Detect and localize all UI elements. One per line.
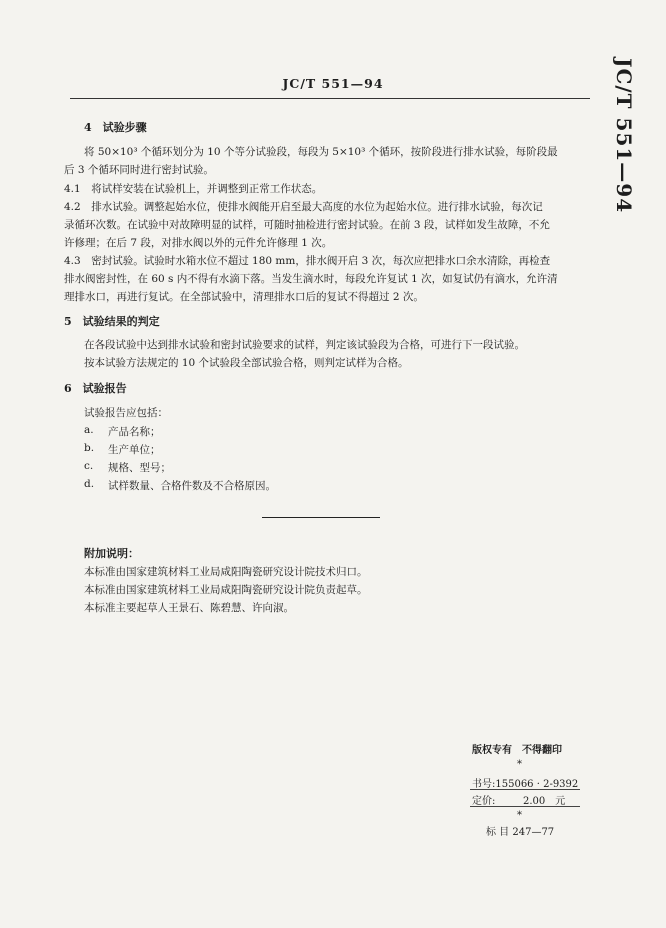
- section-4-item-1: 4.1 将试样安装在试验机上，并调整到正常工作状态。: [64, 183, 323, 195]
- header-rule: [70, 98, 590, 99]
- section-4-item-3-line: 排水阀密封性，在 60 s 内不得有水滴下落。当发生滴水时，每段允许复试 1 次，如复试仍有滴水，允许清: [64, 273, 558, 285]
- section-4-intro-line: 将 50×10³ 个循环划分为 10 个等分试验段，每段为 5×10³ 个循环，按阶段进行排水试验，每阶段最: [84, 146, 558, 158]
- book-number: 书号:155066 · 2-9392: [472, 779, 579, 790]
- section-4-intro-line: 后 3 个循环同时进行密封试验。: [64, 164, 214, 176]
- copyright-notice: 版权专有 不得翻印: [472, 745, 562, 756]
- section-4-item-2-line: 录循环次数。在试验中对故障明显的试样，可随时抽检进行密封试验。在前 3 段，试样如发生故障，不允: [64, 219, 550, 231]
- section-5-heading: 5 试验结果的判定: [64, 315, 160, 328]
- report-item-marker: a.: [84, 424, 94, 436]
- report-item-marker: d.: [84, 478, 95, 490]
- appendix-line: 本标准由国家建筑材料工业局咸阳陶瓷研究设计院负责起草。: [84, 584, 368, 596]
- price-label: 定价:: [472, 796, 496, 807]
- report-item-marker: c.: [84, 460, 94, 472]
- section-4-item-2-line: 4.2 排水试验。调整起始水位，使排水阀能开启至最大高度的水位为起始水位。进行排水试验，每次记: [64, 201, 543, 213]
- price-value: 2.00 元: [523, 796, 566, 807]
- price-rule: [470, 806, 580, 807]
- catalog-number: 标 目 247—77: [486, 827, 555, 838]
- appendix-line: 本标准主要起草人王景石、陈碧慧、许向淑。: [84, 602, 294, 614]
- separator-star: *: [517, 810, 522, 821]
- section-5-line: 按本试验方法规定的 10 个试验段全部试验合格，则判定试样为合格。: [84, 357, 409, 369]
- header-standard-code: JC/T 551—94: [282, 76, 384, 91]
- report-item-text: 产品名称；: [108, 426, 161, 438]
- report-item-text: 规格、型号；: [108, 462, 171, 474]
- section-6-intro: 试验报告应包括：: [84, 407, 168, 419]
- appendix-title: 附加说明：: [84, 547, 139, 560]
- section-4-item-2-line: 许修理；在后 7 段，对排水阀以外的元件允许修理 1 次。: [64, 237, 333, 249]
- separator-star: *: [517, 759, 522, 770]
- section-4-item-3-line: 4.3 密封试验。试验时水箱水位不超过 180 mm，排水阀开启 3 次，每次应把排水口余水清除，再检查: [64, 255, 551, 267]
- side-standard-code: JC/T 551—94: [612, 58, 636, 214]
- section-6-heading: 6 试验报告: [64, 382, 127, 395]
- section-5-line: 在各段试验中达到排水试验和密封试验要求的试样，判定该试验段为合格，可进行下一段试验。: [84, 339, 525, 351]
- report-item-text: 生产单位；: [108, 444, 161, 456]
- report-item-marker: b.: [84, 442, 95, 454]
- report-item-text: 试样数量、合格件数及不合格原因。: [108, 480, 276, 492]
- section-4-heading: 4 试验步骤: [84, 121, 147, 134]
- appendix-line: 本标准由国家建筑材料工业局咸阳陶瓷研究设计院技术归口。: [84, 566, 368, 578]
- book-number-rule: [470, 789, 580, 790]
- section-4-item-3-line: 理排水口，再进行复试。在全部试验中，清理排水口后的复试不得超过 2 次。: [64, 291, 424, 303]
- section-divider: [262, 517, 380, 518]
